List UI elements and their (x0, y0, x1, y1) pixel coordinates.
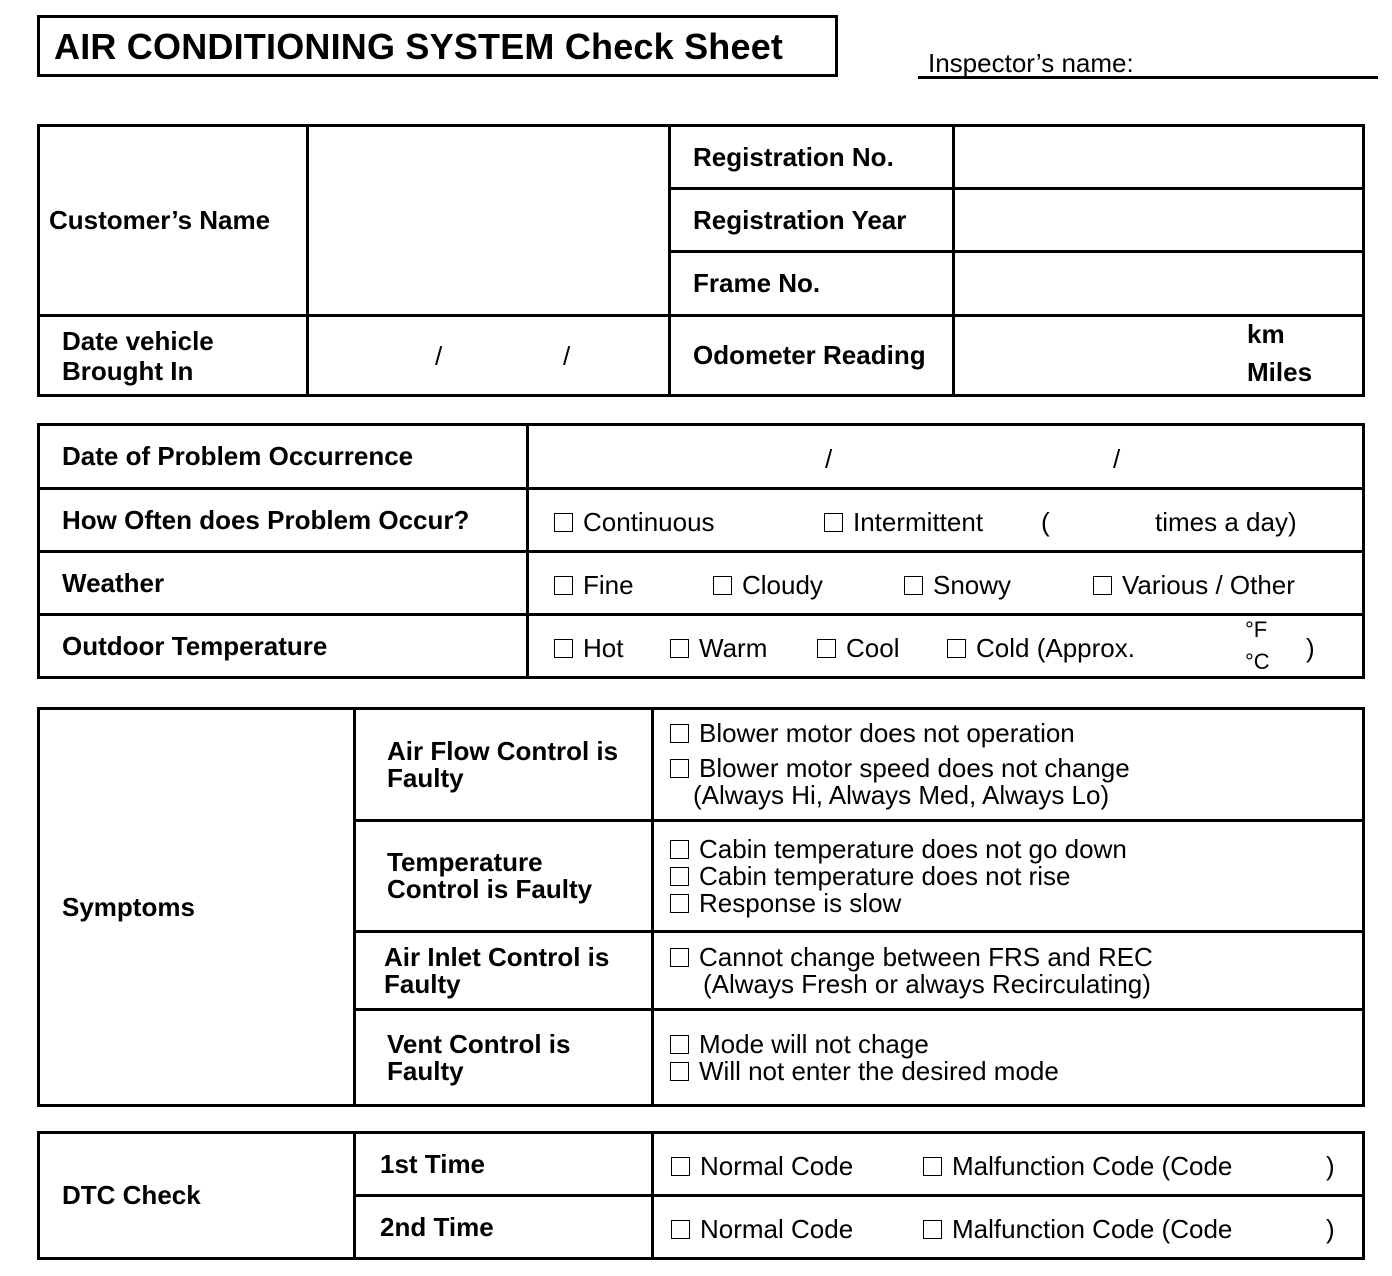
option-label: Hot (583, 633, 624, 663)
dtc-options (653, 1133, 1364, 1196)
date-separator: / (1113, 444, 1121, 474)
checkbox[interactable] (554, 639, 573, 658)
problem-date-label: Date of Problem Occurrence (39, 425, 528, 489)
dtc-table (37, 1131, 1365, 1260)
symptom-items (653, 709, 1364, 821)
symptom-item-label: Response is slow (699, 887, 902, 918)
date-brought-in-label-line1: Date vehicle (62, 325, 214, 356)
odometer-label: Odometer Reading (670, 316, 954, 396)
symptoms-table (37, 707, 1365, 1107)
option-label: Cloudy (742, 570, 823, 600)
option-label: Normal Code (700, 1214, 854, 1244)
checkbox[interactable] (554, 513, 573, 532)
option-normal-code[interactable] (671, 1151, 853, 1182)
option-continuous[interactable] (554, 507, 715, 538)
option-label: Continuous (583, 507, 715, 537)
dtc-check-label: DTC Check (39, 1133, 355, 1259)
paren-close: ) (1326, 1151, 1335, 1181)
option-cold[interactable] (947, 633, 1135, 664)
inspector-name-field[interactable] (918, 76, 1378, 79)
symptom-item-label: Cabin temperature does not go down (699, 833, 1127, 864)
date-brought-in-field[interactable] (308, 316, 670, 396)
symptom-group-label (355, 709, 653, 821)
option-label: Fine (583, 570, 634, 600)
option-malfunction-code[interactable] (923, 1214, 1232, 1245)
option-label: Intermittent (853, 507, 984, 537)
checkbox[interactable] (923, 1157, 942, 1176)
frame-no-field[interactable] (954, 252, 1364, 316)
option-label: Cool (846, 633, 900, 663)
date-separator: / (825, 444, 833, 474)
symptom-group-label (355, 932, 653, 1010)
symptom-item[interactable] (670, 833, 1362, 864)
registration-no-label: Registration No. (670, 126, 954, 189)
checkbox[interactable] (817, 639, 836, 658)
dtc-row-label: 2nd Time (355, 1196, 653, 1259)
checkbox[interactable] (713, 576, 732, 595)
symptom-group-label-line2: Faulty (387, 1055, 464, 1086)
symptom-item[interactable] (670, 1055, 1362, 1086)
symptom-group-label (355, 1010, 653, 1106)
option-hot[interactable] (554, 633, 623, 664)
symptom-items (653, 1010, 1364, 1106)
date-separator: / (435, 341, 443, 371)
checkbox[interactable] (824, 513, 843, 532)
option-label: Malfunction Code (Code (952, 1151, 1233, 1181)
symptom-item-label: Cannot change between FRS and REC (699, 941, 1153, 972)
checkbox[interactable] (670, 894, 689, 913)
symptom-items (653, 821, 1364, 932)
option-label: Warm (699, 633, 768, 663)
checkbox[interactable] (923, 1220, 942, 1239)
option-normal-code[interactable] (671, 1214, 853, 1245)
how-often-options (528, 489, 1364, 552)
date-brought-in-label (39, 316, 308, 396)
symptom-group-label-line2: Faulty (387, 762, 464, 793)
symptom-group-label-line1: Air Inlet Control is (384, 941, 610, 972)
symptom-item[interactable] (670, 887, 1362, 918)
outdoor-temp-label: Outdoor Temperature (39, 615, 528, 678)
outdoor-temp-options (528, 615, 1364, 678)
symptom-items (653, 932, 1364, 1010)
problem-date-field[interactable] (528, 425, 1364, 489)
customer-name-field[interactable] (308, 126, 670, 316)
symptom-note: (Always Hi, Always Med, Always Lo) (693, 780, 1110, 810)
inspector-label: Inspector’s name: (928, 48, 1134, 78)
checkbox[interactable] (670, 1035, 689, 1054)
option-cloudy[interactable] (713, 570, 823, 601)
symptom-item-label: Blower motor speed does not change (699, 753, 1130, 783)
symptom-item[interactable] (670, 860, 1362, 891)
checkbox[interactable] (670, 840, 689, 859)
option-various-other[interactable] (1093, 570, 1295, 601)
option-label: Malfunction Code (Code (952, 1214, 1233, 1244)
odometer-field[interactable] (954, 316, 1364, 396)
problem-occurrence-table (37, 423, 1365, 679)
symptom-group-label-line1: Vent Control is (387, 1028, 571, 1059)
option-cool[interactable] (817, 633, 899, 664)
checkbox[interactable] (670, 867, 689, 886)
odometer-unit-miles: Miles (1247, 357, 1313, 387)
symptom-item[interactable] (670, 755, 1362, 782)
option-snowy[interactable] (904, 570, 1011, 601)
dtc-row-label: 1st Time (355, 1133, 653, 1196)
checkbox[interactable] (671, 1157, 690, 1176)
option-warm[interactable] (670, 633, 767, 664)
symptom-group-label-line2: Control is Faulty (387, 874, 593, 904)
option-label: Various / Other (1122, 570, 1295, 600)
date-brought-in-label-line2: Brought In (62, 355, 194, 386)
page-title: AIR CONDITIONING SYSTEM Check Sheet (54, 26, 784, 67)
symptom-note: (Always Fresh or always Recirculating) (703, 968, 1151, 999)
checkbox[interactable] (670, 759, 689, 778)
symptom-group-label-line1: Temperature (387, 847, 543, 877)
paren-close: ) (1326, 1214, 1335, 1244)
checkbox[interactable] (671, 1220, 690, 1239)
symptom-item-label: Cabin temperature does not rise (699, 860, 1071, 891)
date-separator: / (563, 341, 571, 371)
option-label: Snowy (933, 570, 1012, 600)
symptom-group-label-line1: Air Flow Control is (387, 735, 619, 766)
option-label: Normal Code (700, 1151, 854, 1181)
option-malfunction-code[interactable] (923, 1151, 1232, 1182)
weather-label: Weather (39, 552, 528, 615)
checkbox[interactable] (670, 948, 689, 967)
how-often-label: How Often does Problem Occur? (39, 489, 528, 552)
checkbox[interactable] (670, 1062, 689, 1081)
customer-name-label: Customer’s Name (39, 126, 308, 316)
symptom-item-label: Will not enter the desired mode (699, 1055, 1059, 1086)
weather-options (528, 552, 1364, 615)
title-box (37, 15, 838, 77)
unit-fahrenheit: °F (1245, 617, 1268, 642)
checkbox[interactable] (1093, 576, 1112, 595)
checkbox[interactable] (947, 639, 966, 658)
symptom-item-label: Mode will not chage (699, 1028, 929, 1059)
times-a-day-label: times a day) (1155, 507, 1297, 537)
checkbox[interactable] (554, 576, 573, 595)
checkbox[interactable] (904, 576, 923, 595)
vehicle-info-table (37, 124, 1365, 397)
symptoms-label: Symptoms (39, 709, 355, 1106)
option-fine[interactable] (554, 570, 634, 601)
symptom-group-label (355, 821, 653, 932)
registration-no-field[interactable] (954, 126, 1364, 189)
odometer-unit-km: km (1247, 319, 1285, 349)
registration-year-label: Registration Year (670, 189, 954, 252)
paren-close: ) (1306, 633, 1315, 663)
symptom-group-label-line2: Faulty (384, 968, 461, 999)
checkbox[interactable] (670, 724, 689, 743)
symptom-item-label: Blower motor does not operation (699, 718, 1075, 748)
dtc-options (653, 1196, 1364, 1259)
symptom-item[interactable] (670, 1028, 1362, 1059)
paren-open: ( (1041, 507, 1050, 537)
option-label: Cold (Approx. (976, 633, 1135, 663)
symptom-item[interactable] (670, 720, 1362, 747)
checkbox[interactable] (670, 639, 689, 658)
unit-celsius: °C (1245, 649, 1270, 674)
registration-year-field[interactable] (954, 189, 1364, 252)
option-intermittent[interactable] (824, 507, 983, 538)
frame-no-label: Frame No. (670, 252, 954, 316)
symptom-item[interactable] (670, 941, 1362, 972)
